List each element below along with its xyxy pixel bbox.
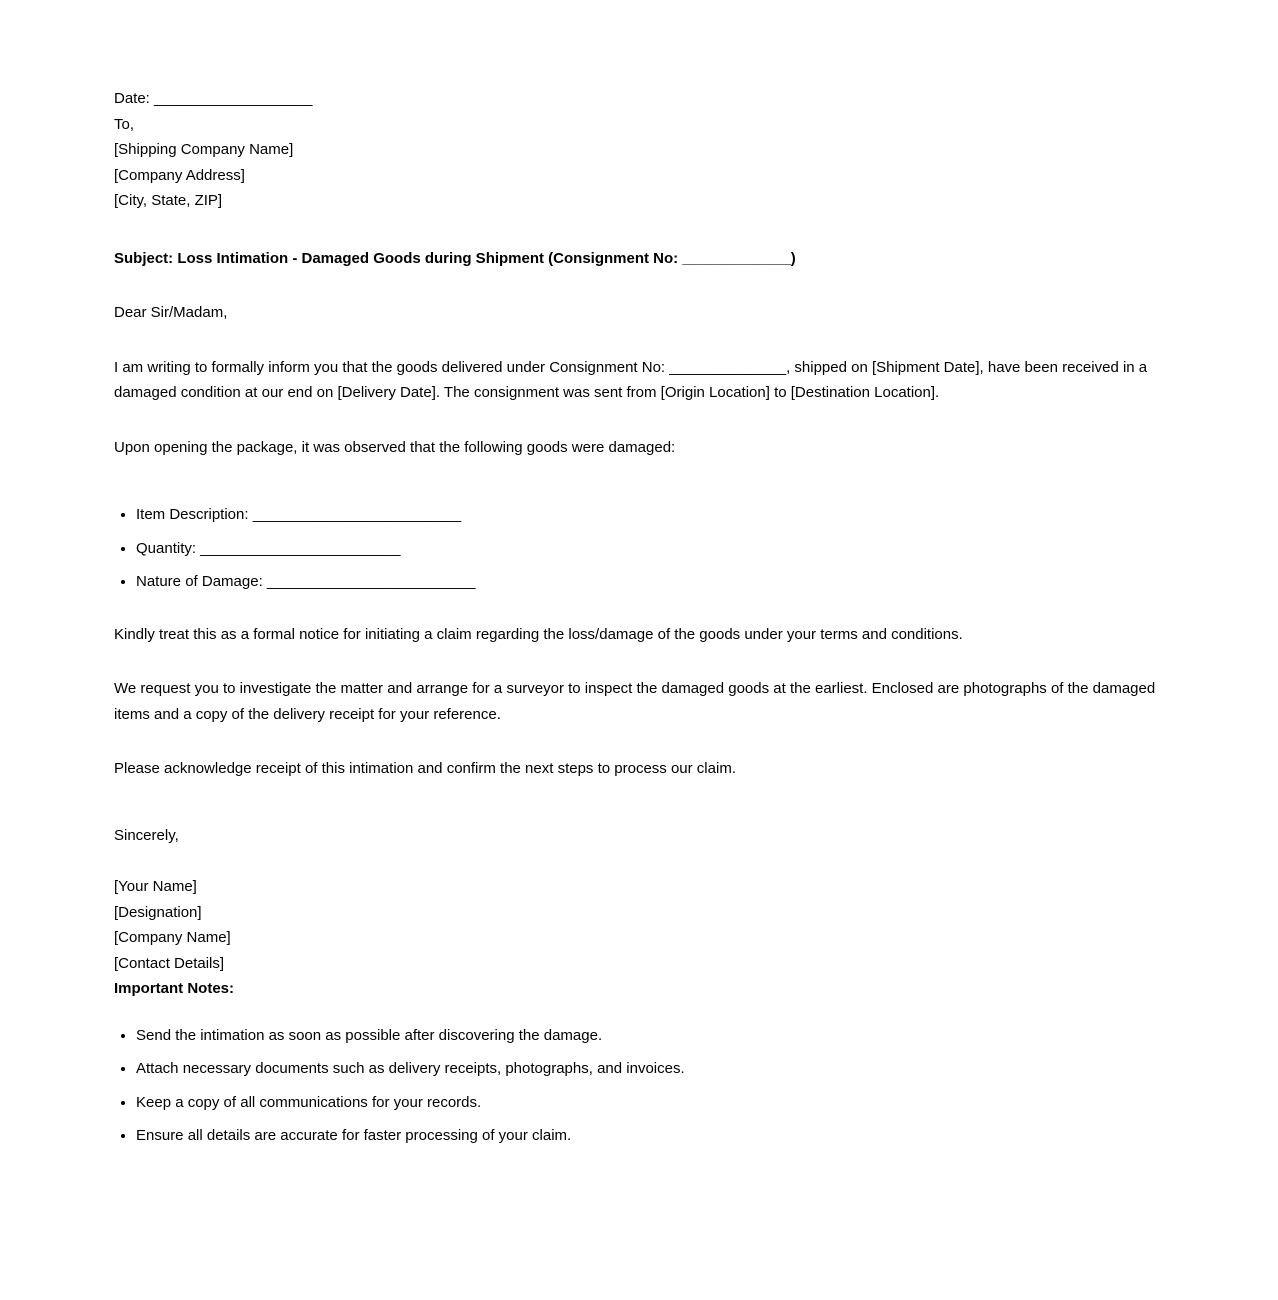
paragraph-intro: I am writing to formally inform you that the goods delivered under Consignment No: ______________, shipped on [Shipment Date], have been received in a damaged condition at our end on [Delivery Date]. The consignment was sent from [Origin Location] to [Destination Location]. (114, 358, 1148, 401)
subject-line: Subject: Loss Intimation - Damaged Goods during Shipment (Consignment No: _____________) (114, 249, 796, 267)
signature-your-name: [Your Name] (114, 878, 197, 895)
signature-contact-details: [Contact Details] (114, 954, 225, 972)
greeting: Dear Sir/Madam, (114, 304, 228, 321)
paragraph-request: We request you to investigate the matter and arrange for a surveyor to inspect the damaged goods at the earliest. Enclosed are photographs of the damaged items and a copy of the delivery receipt for your reference. (114, 680, 1156, 723)
important-notes-heading: Important Notes: (114, 980, 234, 997)
note-item-attach-documents: • Attach necessary documents such as delivery receipts, photographs, and invoices. (136, 1056, 1164, 1082)
note-item-keep-copy: • Keep a copy of all communications for your records. (136, 1090, 1164, 1116)
signature-block (114, 874, 1164, 1002)
important-notes-list (114, 1023, 1164, 1149)
list-item-quantity: • Quantity: ________________________ (136, 536, 1164, 562)
paragraph-observation: Upon opening the package, it was observed that the following goods were damaged: (114, 438, 676, 456)
letter-header-block (114, 86, 1164, 214)
signature-company-name: [Company Name] (114, 929, 231, 946)
recipient-city-state-zip: [City, State, ZIP] (114, 192, 223, 209)
note-item-send-intimation: • Send the intimation as soon as possible after discovering the damage. (136, 1023, 1164, 1049)
date-line: Date: ___________________ (114, 90, 313, 107)
damaged-goods-list (114, 502, 1164, 595)
to-line: To, (114, 115, 135, 133)
recipient-company-address: [Company Address] (114, 166, 245, 184)
paragraph-claim: Kindly treat this as a formal notice for initiating a claim regarding the loss/damage of the goods under your terms and conditions. (114, 625, 963, 643)
signature-designation: [Designation] (114, 903, 202, 921)
list-item-nature-of-damage: • Nature of Damage: _________________________ (136, 569, 1164, 595)
paragraph-acknowledge: Please acknowledge receipt of this intimation and confirm the next steps to process our claim. (114, 760, 736, 777)
recipient-company-name: [Shipping Company Name] (114, 141, 294, 158)
closing: Sincerely, (114, 826, 179, 844)
list-item-item-description: • Item Description: _________________________ (136, 502, 1164, 528)
note-item-ensure-details: • Ensure all details are accurate for faster processing of your claim. (136, 1123, 1164, 1149)
